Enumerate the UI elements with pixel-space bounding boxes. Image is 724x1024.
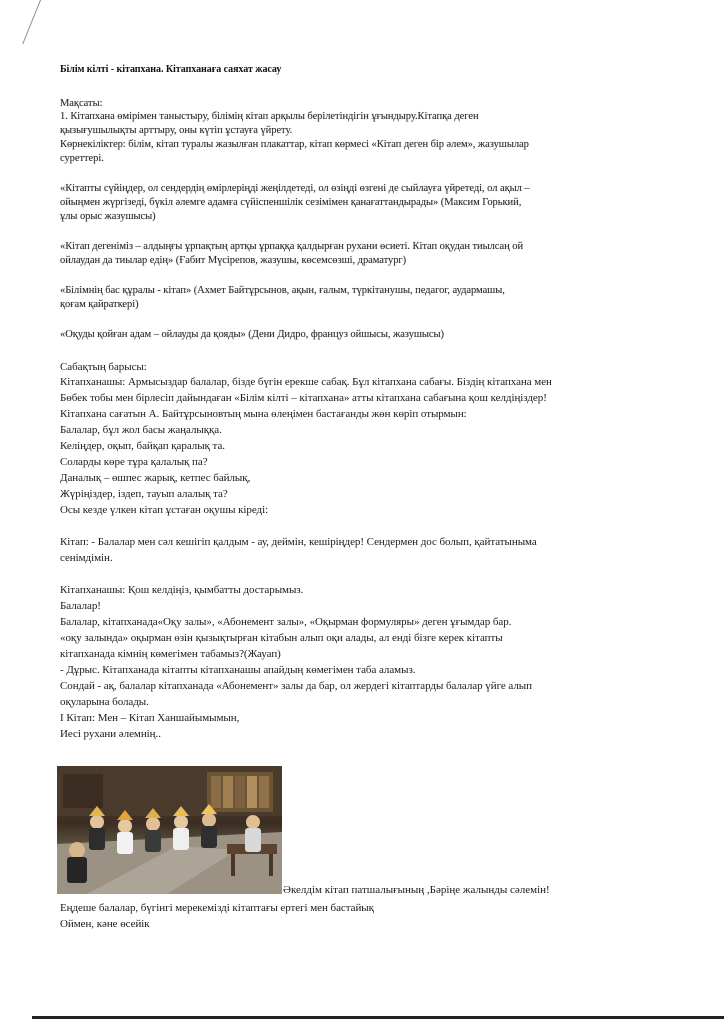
quote-baitursynov-line-2: қоғам қайраткері) [60, 299, 139, 310]
quote-gorky-line-2: ойыңмен жүргізеді, бүкіл әлемге адамға сүйіспеншілік сезімімен қанағаттандырады» (Максим Горький, [60, 197, 522, 208]
book-speech-line-2: сенімдімін. [60, 552, 113, 564]
closing-line-2: Оймен, кәне өсейік [60, 918, 150, 930]
goals-line-1: 1. Кітапхана өмірімен таныстыру, білімің кітап арқылы берілетіндігін ұғындыру.Кітапқа деген [60, 111, 479, 122]
poem-line-2: Келіңдер, оқып, байқап қаралық та. [60, 440, 225, 452]
closing-line-1: Еңдеше балалар, бүгінгі мерекемізді кітаптағы ертегі мен бастайық [60, 902, 374, 914]
subscription-line-2: оқуларына болады. [60, 696, 149, 708]
librarian-welcome-line: Кітапханашы: Қош келдіңіз, қымбатты достарымыз. [60, 584, 304, 596]
correct-answer-line: - Дұрыс. Кітапханада кітапты кітапханашы апайдың көмегімен таба аламыз. [60, 664, 416, 676]
first-book-line-1: І Кітап: Мен – Кітап Ханшайымымын, [60, 712, 240, 724]
greeting-line: Әкелдім кітап патшалығының ,Бәріңе жалынды сәлемін! [283, 884, 550, 896]
classroom-scene-illustration [57, 766, 282, 894]
book-speech-line-1: Кітап: - Балалар мен сәл кешігіп қалдым - ау, деймін, кешіріңдер! Сендермен дос болып, қайтатыныма [60, 536, 537, 548]
visual-aids-line-1: Көрнекіліктер: білім, кітап туралы жазылған плакаттар, кітап көрмесі «Кітап деген бір әлем», жазушылар [60, 139, 529, 150]
goals-line-2: қызығушылықты арттыру, оны күтіп ұстауға үйрету. [60, 125, 293, 136]
quote-gorky-line-3: ұлы орыс жазушысы) [60, 211, 156, 222]
poem-line-5: Жүріңіздер, іздеп, тауып алалық та? [60, 488, 228, 500]
librarian-intro-line-1: Кітапханашы: Армысыздар балалар, бізде бүгін ерекше сабақ. Бұл кітапхана сабағы. Біздің кітапхана мен [60, 376, 552, 388]
reading-room-line-1: «оқу залында» оқырман өзін қызықтырған кітабын алып оқи алады, ал енді бізге керек кітапты [60, 632, 503, 644]
classroom-photo [57, 766, 282, 894]
library-terms-line: Балалар, кітапханада«Оқу залы», «Абонемент залы», «Оқырман формуляры» деген ұғымдар бар. [60, 616, 512, 628]
visual-aids-line-2: суреттері. [60, 153, 104, 164]
quote-musirepov-line-1: «Кітап дегеніміз – алдыңғы ұрпақтың артқы ұрпаққа қалдырған рухани өсиеті. Кітап оқудан тиылсаң ой [60, 241, 524, 252]
reading-room-line-2: кітапханада кімнің көмегімен табамыз?(Жауап) [60, 648, 281, 660]
quote-gorky-line-1: «Кітапты сүйіңдер, ол сендердің өмірлеріңді жеңілдетеді, ол өзіңді өзгені де сыйлауға үйретеді, ол ақыл – [60, 183, 530, 194]
bottom-scan-edge [32, 1016, 724, 1019]
goals-heading: Мақсаты: [60, 98, 103, 109]
quote-musirepov-line-2: ойлаудан да тиылар едің» (Ғабит Мүсірепов, жазушы, көсемсөзші, драматург) [60, 255, 407, 266]
librarian-intro-line-2: Бөбек тобы мен бірлесіп дайындаған «Білім кілті – кітапхана» атты кітапхана сабағына қош келдіңіздер! [60, 392, 547, 404]
children-address-line: Балалар! [60, 600, 101, 612]
poem-line-1: Балалар, бұл жол басы жаңалыққа. [60, 424, 222, 436]
poem-line-3: Соларды көре тұра қалалық па? [60, 456, 208, 468]
lesson-progress-heading: Сабақтың барысы: [60, 361, 147, 373]
quote-baitursynov-line-1: «Білімнің бас құралы - кітап» (Ахмет Байтұрсынов, ақын, ғалым, түркітанушы, педагог, аудармашы, [60, 285, 505, 296]
student-enters-line: Осы кезде үлкен кітап ұстаған оқушы кіреді: [60, 504, 269, 516]
subscription-line-1: Сондай - ақ, балалар кітапханада «Абонемент» залы да бар, ол жердегі кітаптарды балалар үйге алып [60, 680, 532, 692]
poem-line-4: Даналық – өшпес жарық, кетпес байлық, [60, 472, 251, 484]
quote-diderot: «Оқуды қойған адам – ойлауды да қояды» (Дени Дидро, француз ойшысы, жазушысы) [60, 329, 444, 340]
document-title: Білім кілті - кітапхана. Кітапханаға саяхат жасау [60, 64, 282, 75]
librarian-intro-line-3: Кітапхана сағатын А. Байтұрсыновтың мына өлеңімен бастағанды жөн көріп отырмын: [60, 408, 467, 420]
first-book-line-2: Иесі рухани әлемнің.. [60, 728, 161, 740]
scan-pen-mark [4, 0, 41, 44]
